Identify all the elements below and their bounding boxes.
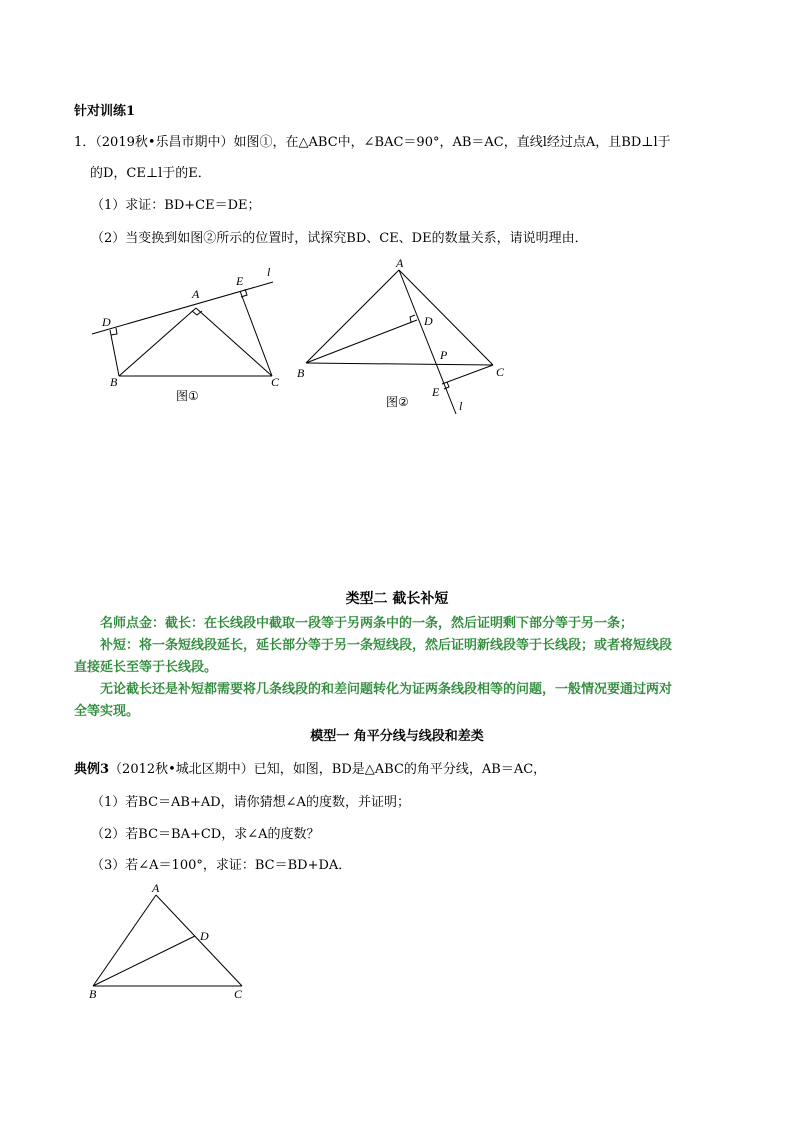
fig3-label-A: A bbox=[152, 881, 160, 895]
tip-line-3: 直接延长至等于长线段。 bbox=[74, 660, 218, 675]
example-part-2: （2）若BC＝BA+CD，求∠A的度数？ bbox=[91, 827, 320, 842]
fig1-caption: 图① bbox=[176, 389, 199, 403]
question-1-part-2: （2）当变换到如图②所示的位置时，试探究BD、CE、DE的数量关系，请说明理由． bbox=[91, 231, 588, 246]
fig2-label-l: l bbox=[459, 399, 463, 413]
fig1-label-l: l bbox=[267, 265, 271, 279]
fig1-label-E: E bbox=[236, 274, 244, 288]
question-1-line-1: 1．（2019秋•乐昌市期中）如图①，在△ABC中，∠BAC＝90°，AB＝AC，直线l经过点A，且BD⊥l于 bbox=[74, 135, 671, 150]
question-1-part-1: （1）求证：BD+CE＝DE； bbox=[91, 198, 261, 213]
fig2-caption: 图② bbox=[386, 395, 409, 409]
fig1-label-D: D bbox=[102, 315, 111, 329]
fig2-label-E: E bbox=[432, 385, 440, 399]
tip-line-5: 全等实现。 bbox=[74, 704, 140, 719]
fig2-label-D: D bbox=[424, 314, 433, 328]
fig2-label-A: A bbox=[396, 256, 404, 270]
fig1-label-C: C bbox=[271, 375, 280, 389]
example-label: 典例3 bbox=[74, 762, 110, 777]
fig1-label-A: A bbox=[192, 287, 200, 301]
fig3-label-B: B bbox=[89, 987, 97, 1001]
fig3-label-C: C bbox=[234, 987, 243, 1001]
tip-line-2: 补短：将一条短线段延长，延长部分等于另一条短线段，然后证明新线段等于长线段；或者将短线段 bbox=[100, 638, 673, 653]
model-title: 模型一 角平分线与线段和差类 bbox=[310, 729, 484, 744]
fig2-label-C: C bbox=[496, 365, 505, 379]
fig2-label-P: P bbox=[440, 348, 448, 362]
tip-line-1: 名师点金：截长：在长线段中截取一段等于另两条中的一条，然后证明剩下部分等于另一条； bbox=[100, 616, 634, 631]
example-part-3: （3）若∠A＝100°，求证：BC＝BD+DA． bbox=[91, 858, 352, 873]
question-1-line-2: 的D，CE⊥l于的E． bbox=[90, 166, 211, 181]
fig1-label-B: B bbox=[110, 375, 118, 389]
section-title: 类型二 截长补短 bbox=[345, 591, 449, 607]
example-part-1: （1）若BC＝AB+AD，请你猜想∠A的度数，并证明； bbox=[91, 795, 410, 810]
tip-line-4: 无论截长还是补短都需要将几条线段的和差问题转化为证两条线段相等的问题，一般情况要通过两对 bbox=[100, 682, 673, 697]
example-text: （2012秋•城北区期中）已知，如图，BD是△ABC的角平分线，AB＝AC， bbox=[109, 762, 547, 777]
training-heading: 针对训练1 bbox=[74, 104, 136, 119]
fig3-label-D: D bbox=[200, 929, 209, 943]
fig2-label-B: B bbox=[297, 366, 305, 380]
